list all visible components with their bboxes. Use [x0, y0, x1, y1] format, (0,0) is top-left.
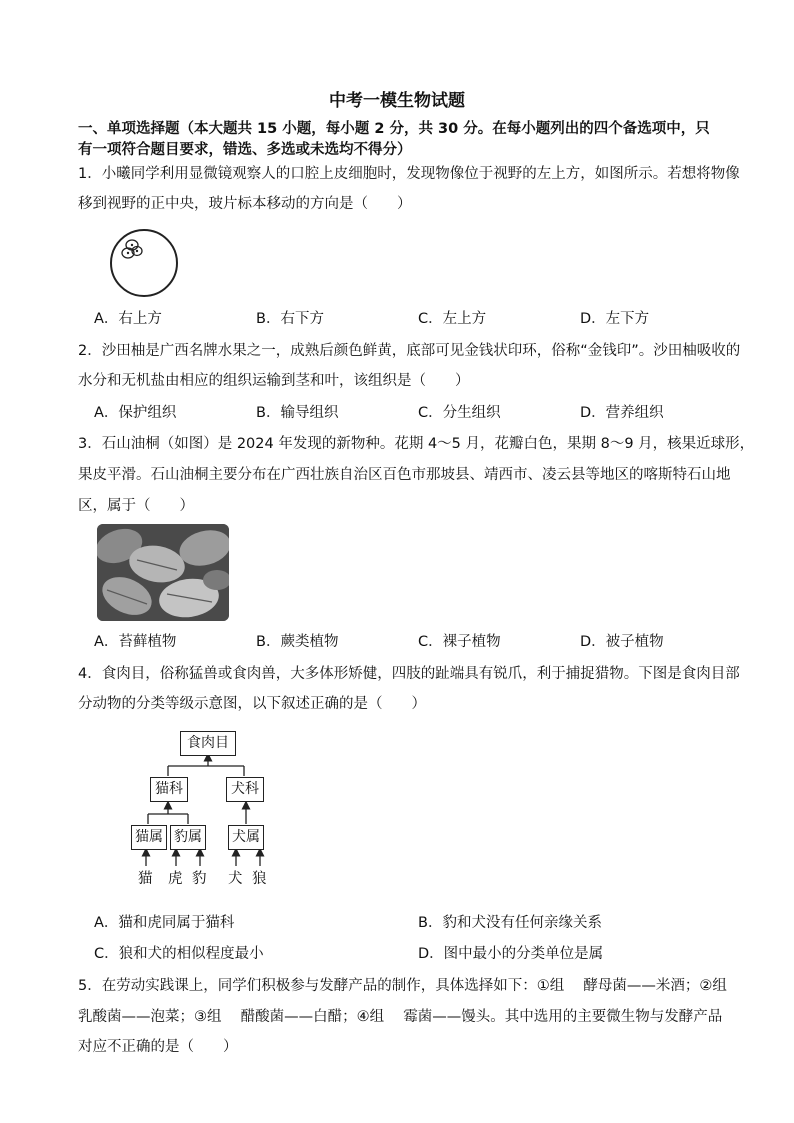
q4-option-b: B．豹和犬没有任何亲缘关系	[418, 915, 602, 931]
diagram-genus-dog-box: 犬属	[228, 825, 264, 850]
q4-stem-line2: 分动物的分类等级示意图，以下叙述正确的是（ ）	[78, 696, 426, 712]
q1-option-d: D．左下方	[580, 311, 650, 327]
q5-stem-line1: 5．在劳动实践课上，同学们积极参与发酵产品的制作，具体选择如下：①组 酵母菌——米酒；②组	[78, 978, 727, 994]
diagram-animal-leopard: 豹	[192, 871, 207, 887]
q4-option-c: C．狼和犬的相似程度最小	[94, 946, 264, 962]
q3-stem-line1: 3．石山油桐（如图）是 2024 年发现的新物种。花期 4～5 月，花瓣白色，果期 8～9 月，核果近球形，	[78, 436, 755, 452]
q2-option-a: A．保护组织	[94, 405, 177, 421]
q3-option-c: C．裸子植物	[418, 634, 501, 650]
tung-tree-leaves-photo	[97, 524, 229, 621]
q5-stem-line2: 乳酸菌——泡菜；③组 醋酸菌——白醋；④组 霉菌——馒头。其中选用的主要微生物与发酵产品	[78, 1009, 723, 1025]
q1-option-b: B．右下方	[256, 311, 324, 327]
diagram-family-dog-box: 犬科	[226, 777, 264, 802]
diagram-genus-cat-box: 猫属	[131, 825, 167, 850]
q1-stem-line2: 移到视野的正中央，玻片标本移动的方向是（ ）	[78, 196, 412, 212]
leaves-illustration	[97, 524, 229, 621]
q2-option-c: C．分生组织	[418, 405, 501, 421]
cell-cluster-icon	[112, 231, 176, 295]
q4-option-d: D．图中最小的分类单位是属	[418, 946, 604, 962]
q1-option-c: C．左上方	[418, 311, 487, 327]
q2-stem-line1: 2．沙田柚是广西名牌水果之一，成熟后颜色鲜黄，底部可见金钱状印环，俗称“金钱印”。沙田柚吸收的	[78, 343, 741, 359]
q2-option-d: D．营养组织	[580, 405, 664, 421]
q1-option-a: A．右上方	[94, 311, 162, 327]
q4-option-a: A．猫和虎同属于猫科	[94, 915, 235, 931]
q4-stem-line1: 4．食肉目，俗称猛兽或食肉兽，大多体形矫健，四肢的趾端具有锐爪，利于捕捉猎物。下图是食肉目部	[78, 666, 740, 682]
page-title: 中考一模生物试题	[329, 91, 465, 111]
diagram-animal-wolf: 狼	[252, 871, 267, 887]
q3-stem-line2: 果皮平滑。石山油桐主要分布在广西壮族自治区百色市那坡县、靖西市、凌云县等地区的喀斯特石山地	[78, 467, 731, 483]
diagram-animal-cat: 猫	[138, 871, 153, 887]
diagram-animal-dog: 犬	[228, 871, 243, 887]
q1-stem-line1: 1．小曦同学利用显微镜观察人的口腔上皮细胞时，发现物像位于视野的左上方，如图所示。若想将物像	[78, 166, 740, 182]
q2-option-b: B．输导组织	[256, 405, 339, 421]
diagram-genus-leopard-box: 豹属	[170, 825, 206, 850]
diagram-animal-tiger: 虎	[168, 871, 183, 887]
q3-option-b: B．蕨类植物	[256, 634, 339, 650]
diagram-family-cat-box: 猫科	[150, 777, 188, 802]
section-heading-line1: 一、单项选择题（本大题共 15 小题，每小题 2 分，共 30 分。在每小题列出的四个备选项中，只	[78, 121, 710, 137]
q2-stem-line2: 水分和无机盐由相应的组织运输到茎和叶，该组织是（ ）	[78, 373, 470, 389]
q3-option-a: A．苔藓植物	[94, 634, 177, 650]
q3-stem-line3: 区，属于（ ）	[78, 498, 194, 514]
microscope-field-of-view	[110, 229, 178, 297]
q3-option-d: D．被子植物	[580, 634, 664, 650]
section-heading-line2: 有一项符合题目要求，错选、多选或未选均不得分）	[78, 142, 412, 158]
q5-stem-line3: 对应不正确的是（ ）	[78, 1039, 238, 1055]
diagram-order-box: 食肉目	[180, 731, 236, 756]
